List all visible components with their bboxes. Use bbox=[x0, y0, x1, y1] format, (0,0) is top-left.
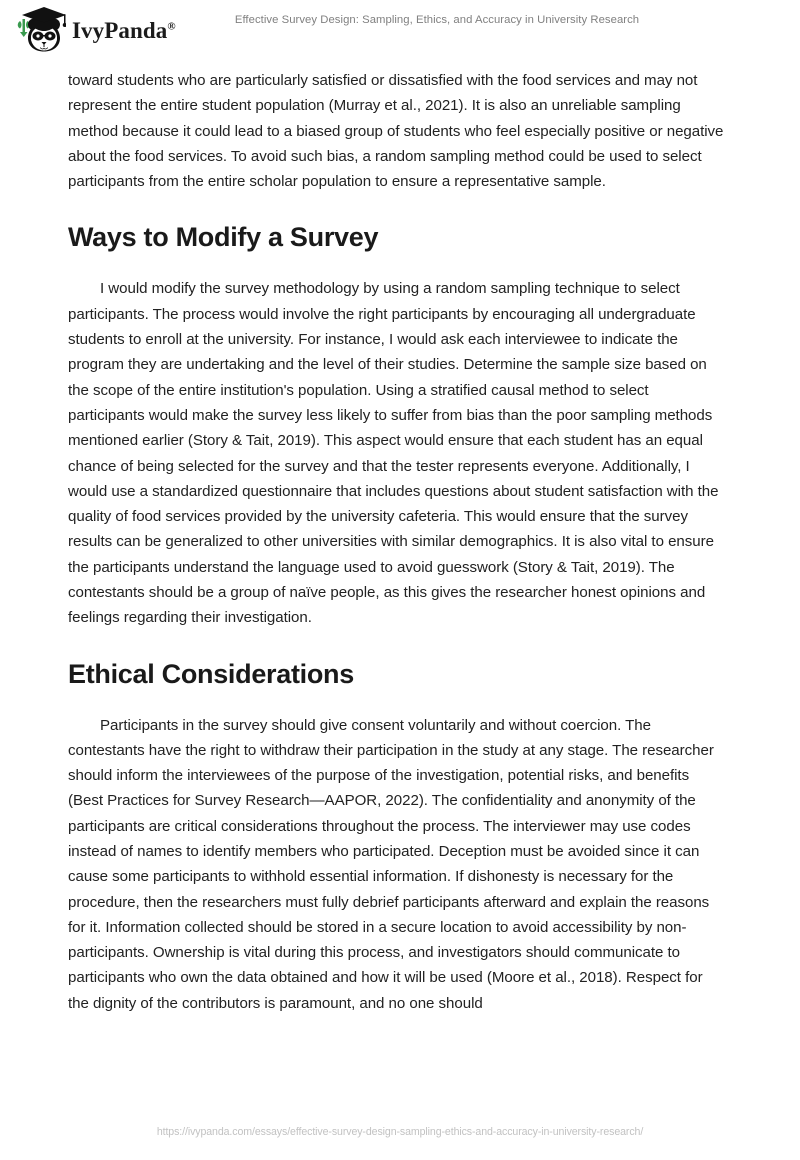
page-footer bbox=[0, 1122, 800, 1140]
paragraph-ways-to-modify: I would modify the survey methodology by using a random sampling technique to select participants. The process would involve the right participants by encouraging all undergraduate students to enroll at the university. For instance, I would ask each interviewee to indicate the program they are undertaking and the level of their studies. Determine the sample size based on the scope of the entire institution's population. Using a stratified causal method to select participants would make the survey less likely to suffer from bias than the poor sampling methods mentioned earlier (Story & Tait, 2019). This aspect would ensure that each student has an equal chance of being selected for the survey and that the tester represents everyone. Additionally, I would use a standardized questionnaire that includes questions about student satisfaction with the quality of food services provided by the university cafeteria. This would ensure that the survey results can be generalized to other universities with similar demographics. It is also vital to ensure the participants understand the language used to avoid guesswork (Story & Tait, 2019). The contestants should be a group of naïve people, as this gives the researcher honest opinions and feelings regarding their investigation. bbox=[68, 280, 719, 627]
source-url-link[interactable]: https://ivypanda.com/essays/effective-survey-design-sampling-ethics-and-accuracy-in-university-research/ bbox=[156, 1126, 644, 1138]
page-header bbox=[0, 0, 800, 58]
spacer bbox=[68, 631, 726, 658]
section-heading-ways-to-modify-a-survey: Ways to Modify a Survey bbox=[68, 222, 379, 253]
paragraph-ethical-considerations: Participants in the survey should give consent voluntarily and without coercion. The contestants have the right to withdraw their participation in the study at any stage. The researcher should inform the interviewees of the purpose of the investigation, potential risks, and benefits (Best Practices for Survey Research—AAPOR, 2022). The confidentiality and anonymity of the participants are critical considerations throughout the process. The interviewer may use codes instead of names to identify members who participated. Deception must be avoided since it can cause some participants to withhold essential information. If dishonesty is necessary for the procedure, then the researchers must fully debrief participants afterward and explain the reasons for it. Information collected should be stored in a secure location to avoid accessibility by non-participants. Ownership is vital during this process, and investigators should communicate to participants who own the data obtained and how it will be used (Moore et al., 2018). Respect for the dignity of the contributors is paramount, and no one should bbox=[68, 716, 714, 1012]
section-heading-ethical-considerations: Ethical Considerations bbox=[68, 658, 354, 689]
panda-graduation-cap-logo-icon bbox=[14, 6, 66, 52]
paragraph-continued: toward students who are particularly satisfied or dissatisfied with the food services and may not represent the entire student population (Murray et al., 2021). It is also an unreliable sampling method because it could lead to a biased group of students who feel especially positive or negative about the food services. To avoid such bias, a random sampling method could be used to select participants from the entire scholar population to ensure a representative sample. bbox=[68, 72, 724, 191]
spacer bbox=[68, 254, 726, 276]
brand-logo-link[interactable] bbox=[14, 6, 176, 52]
document-content bbox=[68, 68, 726, 1016]
document-title-header: Effective Survey Design: Sampling, Ethics, and Accuracy in University Research bbox=[234, 14, 640, 26]
spacer bbox=[68, 691, 726, 713]
brand-name-text: IvyPanda bbox=[72, 17, 168, 43]
registered-trademark-mark: ® bbox=[167, 19, 176, 32]
spacer bbox=[68, 194, 726, 221]
